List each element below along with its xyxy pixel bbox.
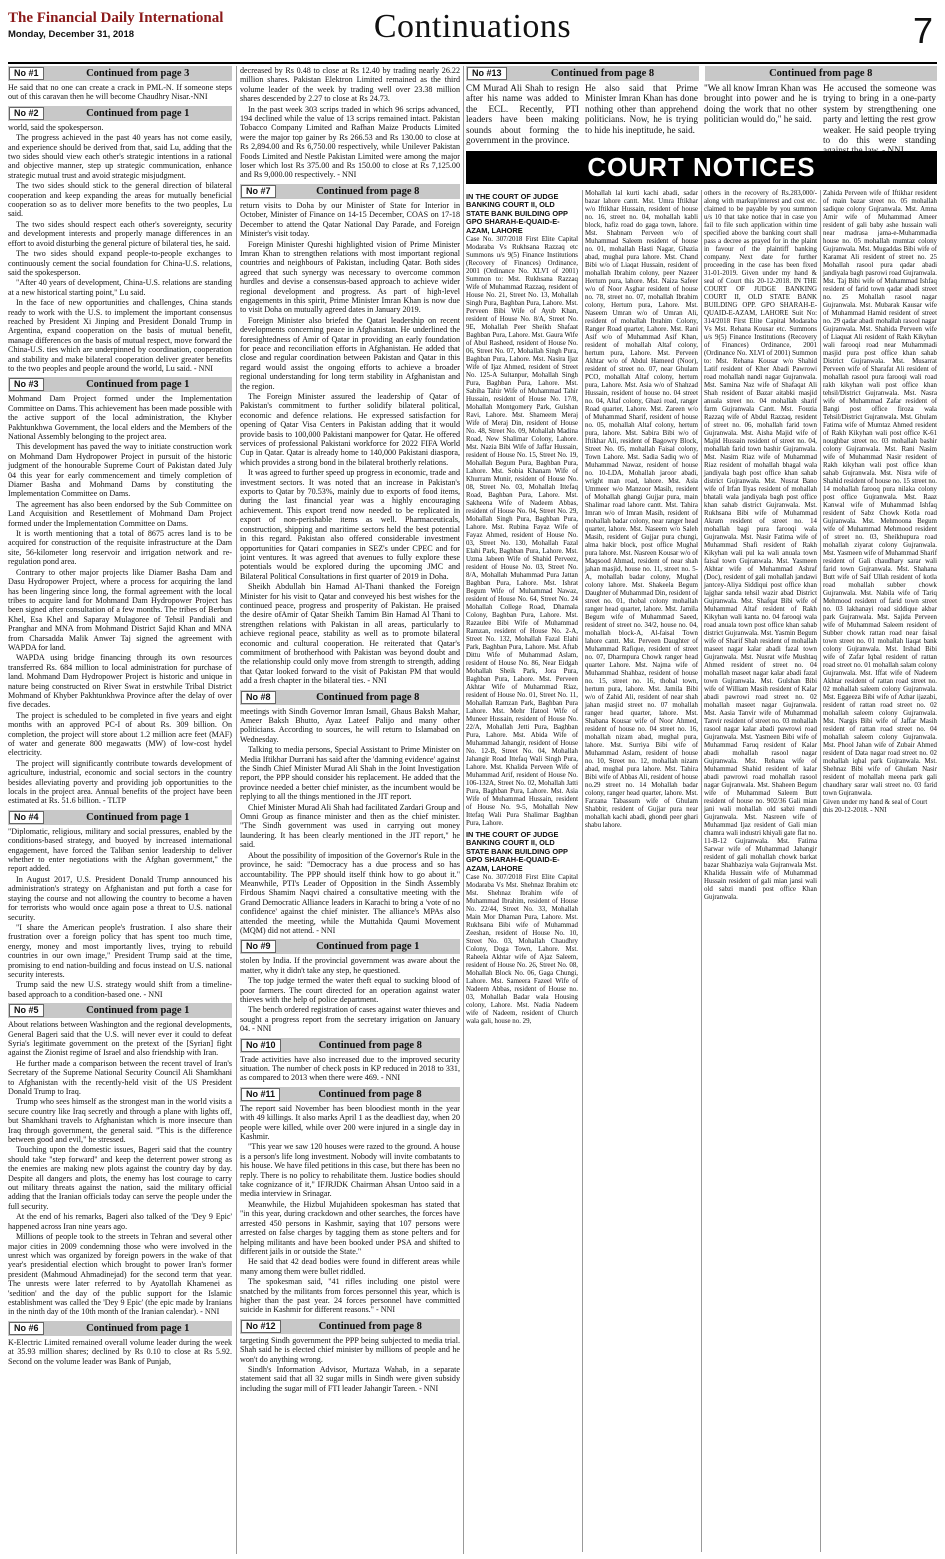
paragraph: world, said the spokesperson. [8, 122, 104, 132]
article-header [8, 106, 232, 121]
paragraph: About the possibility of imposition of the Governor's Rule in the province, he said: "Democracy has a due process and so has accountability. The PPP should itself think how to go about it." Meanwhile, PTI's Leader of Opposition in the Sindh Assembly Firdous Shamim Naqvi chaired a consultative meeting with the Grand Democratic Alliance leaders in Karachi to bring a 'vote of no confidence' against the chief minister. The alliance's MPAs also attended the meeting, while the Muttahida Qaumi Movement (MQM) did not attend. - NNI [240, 850, 460, 935]
continued-label: Continued from page 8 [318, 1320, 422, 1332]
paragraph: stolen by India. If the provincial government was aware about the matter, why it didn't take any step, he questioned. [240, 956, 460, 975]
notice [466, 193, 578, 828]
article-13-body [466, 83, 937, 157]
article-number: No #6 [9, 1322, 44, 1335]
article-header [466, 66, 699, 81]
paragraph: The agreement has also been endorsed by the Sub Committee on Land Acquisition and Resettlement of Mohmand Dam Project formed under the Implementation Committee on Dams. [8, 499, 232, 528]
article-header [240, 1038, 460, 1053]
paragraph: meetings with Sindh Governor Imran Ismail, Ghaus Baksh Mahar, Ameer Baksh Bhutto, Ayaz Lateef Palijo and many other politicians. According to sources, he will return to Islamabad on Wednesday. [240, 706, 460, 744]
column-1 [8, 66, 232, 1554]
paragraph: The top judge termed the water theft equal to sucking blood of poor farmers. The court directed for an operation against water thieves with the help of police department. [240, 976, 460, 1004]
article-number: No #8 [241, 691, 276, 704]
paragraph: It is worth mentioning that a total of 8675 acres land is to be acquired for construction of the requisite infrastructure at the Dam site, 56-kilometer long reservoir and irrigation network and re-regulation pond area. [8, 529, 232, 567]
paragraph: The spokesman said, "41 rifles including one pistol were snatched by the militants from forces personnel this year, which is higher than the past year. 24 forces personnel have committed suicide in Kashmir for different reasons." - NNI [240, 1277, 460, 1315]
paragraph: "We all know Imran Khan was brought into power and he is doing the work that no other politician would do," he said. [704, 83, 817, 125]
column-divider [701, 190, 702, 1552]
paragraph: The Foreign Minister assured the leadership of Qatar of Pakistan's commitment to further solidify bilateral political, economic and defence relations. He expressed satisfaction for opening of Qatar Visa Centers in Pakistan adding that it would provide basis to 100,000 Pakistani manpower for Qatar. He offered services of professional Pakistani workforce for 2022 FIFA World Cup in Qatar. Qatar is already home to 140,000 Pakistani diaspora, which provides a strong bond in the bilateral brotherly relations. [240, 392, 460, 467]
notice-text: Mohallah lal kurti kachi abadi, sadar bazar lahore cantt. Mst. Umra Iftikhar w/o Iftikhar Hussain, resident of house no. 16, street no. 04, mohallah kabli block, hafiz road do gaga town, lahore. Mst. Shabnam Perveen w/o of Muhammad Saleem resident of house no. 01, mohallah Hasti Nagar, Ghazia abad, mughal pura lahore. Mst. Chand Bibi w/o of Liaqat Hussain, resident of mohallah Ibrahim colony, peer Nazeer Hertum pura, lahore. Mst. Naiza Safeer w/o of Noor Asghar resident of house no. 78, street no. 07, mohallah Ibrahim colony, Hertum pura, Lahore. Mst. Naseem Umran w/o of Umran Ali, resident of mohallah Ibrahim Colony, Ranger Road quarter, Lahore. Mst. Rani Asif w/o of Muhammad Asif Khan, resident of mohallah Altaf colony, hertum pura, Lahore. Mst. Perveen Akhtar w/o of Abdul Hameed (Noor), resident of street no. 07, near Ghulam PCO, mohallah Altaf colony, hertum pura, Lahore. Mst. Asia w/o of Shahzad Hussain, resident of house no. 04 street no. 04, Altaf colony, Ghazi road, ranger Road quarter, Lahore. Mst. Zareen w/o of Muhammad Sharif, resident of house no. 05, mohallah Altaf colony, hertum pura, lahore. Mst. Sabira Bibi w/o of Iftikhar Ali, resident of Bagowry Block, Street No. 05, mohallah Faisal colony, Town Lahore. Mst. Sadia Sadiq w/o of Muhammad Nawaz, resident of house no. 10-LDA, Mohallah jaroor abadi, wright man road, lahore. Mst. Asia Ummeer w/o Manzoor Masih, resident of Mohallah ghangi Gujjar pura, main Shalimar road lahore cantt. Mst. Tahira Imran w/o of Imran Masih, resident of mohallah badar colony, near ranger head quarter, lahore. Mst. Naseem w/o Saleh Masih, resident of Gujjar pura chungi, alma hakir block, post office Mughal pura lahore. Mst. Nasreen Kousar w/o of Maqsood Ahmad, resident of near shah jahan masjid, house no. 11, street no. 5-A, mohallah badar colony, Mughal colony lahore. Mst. Shakeela Begum Daughter of Muhammad Din, resident of street no. 01, thobal colony mohallah ranger head quarter, lahore. Mst. Jamila Begum wife of Muhammad Saeed, resident of street no. 34/2, house no. 04, mohallah block-A, Al-faisal Town lahore cantt. Mst. Perveen Daughter of Muhammad Rafique, resident of street no. 07, Dharmpura Chowk ranger head quarter Lahore. Mst. Najma wife of Muhammad Shahbaz, resident of house no. 15, street no. 16, thobal town, hertum pura, lahore. Mst. Jamila Bibi w/o of Zahid Ali, resident of near shah jahan masjid street no. 07 mohallah ranger head quarter, lahore. Mst. Shabana Kousar wife of Noor Ahmed, resident of house no. 04 street no. 16, mohallah nizam abad, mughal pura, lahore. Mst. Surriya Bibi wife of Muhammad Aslam, resident of house no. 10, Street no. 12, mohallah nizam abad, mughal pura lahore. Mst. Tahira Bibi wife of Abbas Ali, resident of house no.29 street no. 14 Mohallah badar colony, ranger head quarter, lahore. Mst. Farzana Tabassum wife of Ghulam Shabbir, resident of Gujjar pura near mohallah kachi abadi, ghondi peer ghari shabu lahore. [585, 190, 698, 829]
paragraph: Mohmand Dam Project formed under the Implementation Committee on Dams. This achievement has been made possible with the active support of the local administration, the Khyber Pakhtunkhwa Government, the local elders and the Members of the National Assembly belonging to the project area. [8, 394, 232, 441]
article [8, 377, 232, 805]
issue-date: Monday, December 31, 2018 [8, 29, 135, 40]
notice-column-4 [823, 190, 937, 1552]
continued-label: Continued from page 8 [316, 691, 420, 703]
paragraph: In the past week 303 scrips traded in which 96 scrips advanced, 194 declined while the value of 13 scrips remained intact. Pakistan Tobacco Company Limited and Rafhan Maize Products Limited were the major top gainer by Rs 266.53 and Rs 130.00 to close at Rs 2,894.00 and Rs 6,750.00 respectively, while Unilever Pakistan Foods Limited and Nestle Pakistan Limited were among the major loser which lost Rs 375.00 and Rs 150.00 to close at Rs 7,125.00 and Rs 9,000.00 respectively. - NNI [240, 104, 460, 180]
paragraph: "Diplomatic, religious, military and social pressures, enabled by the conditions-based strategy, and buoyed by increased international engagement, have forced the Taliban senior leadership to deliver whether to enter negotiations with the Afghan government," the report added. [8, 826, 232, 874]
paragraph: About relations between Washington and the regional developments, General Bageri said that the U.S. will never ever it could to defeat Syria's legitimate government on the pretext of the [Syrian] fight against the Zionist regime of Israel and also friendship with Iran. [8, 1020, 232, 1058]
continued-label: Continued from page 1 [86, 107, 190, 119]
article-header [240, 1087, 460, 1102]
paragraph: In August 2017, U.S. President Donald Trump announced his administration's strategy on Afghanistan and put forth a case for staying the course and not allowing the country to become a haven for terrorists who would once again pose a threat to U.S. national security. [8, 874, 232, 922]
article-header [240, 1319, 460, 1334]
paragraph: Trump who sees himself as the strongest man in the world visits a secure country like Iraq secretly and through a plane with lights off, but Shamkhani travels to Afghanistan which is more insecure than Iraq through government, the general said. "This is the difference between good and evil," he stressed. [8, 1097, 232, 1145]
paragraph: At the end of his remarks, Bageri also talked of the 'Dey 9 Epic' happened across Iran nine years ago. [8, 1212, 232, 1231]
paragraph: "I share the American people's frustration. I also share their frustration over a foreign policy that has spent too much time, energy, money and most importantly lives, trying to rebuild countries in our own image," President Trump said at the time, promising to end nation-building and focus instead on U.S. national security interests. [8, 922, 232, 979]
article [240, 690, 460, 936]
column-divider [463, 66, 464, 1554]
paragraph: Touching upon the domestic issues, Bageri said that the country should take "step forward" and keep the deterrent power strong as the enemies are making new plots against the country day by day. Despite all dangers and plots, the enemy has lost courage to carry out military threats against the nation, said the military official adding that the Iranian officials today can serve the people under the full security. [8, 1145, 232, 1211]
notice-text: Case No. 307/2018 First Elite Capital Modaraba Vs Mst. Shehnaz Ibrahim etc Mst. Shehnaz Ibrahim wife of Muhammad Ibrahim, resident of House No. 22/44, Street No. 33, Mohallah Main Mor Dhaman Pura, Lahore. Mst. Rukhsana Bibi wife of Muhammad Zeeshan, resident of House No. 10, Street No. 03, Mohallah Chaudhry Colony, Doga Town, Lahore. Mst. Raheela Akhtar wife of Ajaz Saleem, resident of House No. 26, Street No. 08, Mohallah Block No. 06, Gaga Chungi, Lahore. Mst. Sameera Fazeel Wife of Nadeem Abbas, resident of House no. 03, Mohallah Badar wala Housing colony, Lahore. Mst. Nadia Nadeem wife of Nadeem, resident of Church wala gali, house no. 29, [466, 874, 578, 1026]
column-divider [582, 190, 583, 1552]
paragraph: He also said that Prime Minister Imran Khan has done nothing other than apprehend politicians. Now, he is trying to hide his ineptitude, he said. [585, 83, 698, 135]
article-header [8, 810, 232, 825]
article-13 [466, 66, 937, 148]
paragraph: This development has paved the way to initiate construction work on Mohmand Dam Hydropower Project in pursuit of the historic judgment of the honourable Supreme Court of Pakistan dated July 04 this year for early commencement and timely completion of Diamer Basha and Mohmand Dams by constituting the Implementation Committee on Dams. [8, 442, 232, 499]
paper-name: The Financial Daily International [8, 10, 224, 26]
notice-text: others in the recovery of Rs.283,000/- along with markup/interest and cost etc. claimed to be payable by you summon u/s 10 that take notice that in case you fail to file such application within time specified above the banking court shall pass a decree as prayed for in the plaint in favour of the plaintiff banking company. Next date for further proceeding in the case has been fixed 31-01-2019. Given under my hand & seal of Court this 20-12-2018. IN THE COURT OF JUDGE BANKING COURT II, OLD STATE BANK BUILDING OPP. GPO SHARAH-E-QUAID-E-AZAM, LAHORE Suit No: 314/2018 First Elite Capital Modaraba Vs Mst. Rehana Kousar etc. Summons u/s 9(5) Finance Institutions (Recovery of Finances) Ordinance, 2001 (Ordinance No. XLVI of 2001) Summon to: Mst. Rehana Kousar w/o Shahid Latif resident of Kher Abadi Pawrowi road mohallah nandi nagar Gujranwala. Mst. Samina Naz wife of Shafaqat Ali Shah resident of Bazar aitabki masjid anuala street no. 04 mohallah sharif farm Gujranwala Cantt. Mst. Fouzia Razzaq wife of Abdul Razzaq, resident of street no. 06, mohallah farid town Gujranwala. Mst. Aisha Majid wife of Majid Hussain resident of street no. 04, mohallah farid town bashir Gujranwala. Mst. Nasim Riaz wife of Muhammad Riaz resident of mohallah bhagal wala jandiyala bagh post office khan sahab district Gujranwala. Mst. Nusrat Bano wife of Irfan Ilyas resident of mohallah bhatali wala jandiyala bagh post office khan sahab district Gujranwala. Mst. Rukhsana Bibi wife of Muhammad Akram resident of street no. 14 mohallah bagi pura farooqi wala Gujranwala. Mst. Nasir Fatima wife of Muhammad Shafi resident of Rakh Kikyhan wali pul ka wali anuala town faisal town Gujranwala. Mst. Yasmeen Akhtar wife of Muhammad Ashraf (Doc), resident of gali mohallah jandawi jantcey-Aliya Siddiqui post office khan lajghar sanda tehsil wazir abad District Gujranwala. Mst. Shafqat Bibi wife of Muhammad Altaf resident of Rakh Kikyhan wali kanta no. 04 farooqi wala road anuala town post office khan sahab district Gujranwala. Mst. Yasmin Begum wife of Sharif Shah resident of mohallah maseet nagar kalar abadi fazal town Gujranwala. Mst. Nusrat wife Mushtaq Ahmed resident of street no. 04 mohallah maseet nagar kalar abadi fazal town Gujranwala. Mst. Gulshan Bibi wife of William Masih resident of Kalar abadi pawrowi road street no. 02 mohallah maseet nagar Gujranwala. Mst. Aasia Tanvir wife of Muhammad Tanvir resident of street no. 03 mohallah rasool nagar kalar abadi pawrowi road Gujranwala. Mst. Yasmeen Bibi wife of Muhammad Faruq resident of Kalar abadi mohallah rasool nagar Gujranwala. Mst. Rehana wife of Muhammad Shahid resident of kalar abadi pawrowi road mohallah rasool nagar Gujranwala. Mst. Shaheen Begum wife of Muhammad Saleem Butt resident of house no. 902/36 Gali mian jani wali mohallah old sabzi mandi Gujranwala. Mst. Nasreen wife of Muhammad Ijaz resident of Gali mian chamra wali industri khiyali gate flat no. 11-B-12 Gujranwala. Mst. Fatima Sarwar wife of Muhammad Jahangir resident of gali mohallah chowk barkat bazar Shahbaziya wala Gujranwala Mst. Khalida Hussain wife of Muhammad Hussain resident of gali mian jansi wali old sabzi mandi post office Khan Gujranwala. [704, 190, 817, 901]
paragraph: He said that no one can create a crack in PML-N. If someone steps out of this caravan then he will become Chaudhry Nisar.-NNI [8, 83, 232, 102]
paragraph: Talking to media persons, Special Assistant to Prime Minister on Media Iftikhar Durrani has said after the 'damning evidence' against the Sindh Chief Minister Murad Ali Shah in the Joint Investigation report, the PPP should consider his replacement. He added that the province needed a better chief minister, as the incumbent would be replying to all the things mentioned in the JIT report. [240, 745, 460, 802]
paragraph: targeting Sindh government the PPP being subjected to media trial. Shah said he is elected chief minister by millions of people and he won't do anything wrong. [240, 1335, 460, 1364]
paragraph: return visits to Doha by our Minister of State for Interior in October, Minister of Finance on 14-15 December, COAS on 17-18 December to attend the Qatar National Day Parade, and Foreign Minister's visit today. [240, 200, 460, 239]
continued-label: Continued from page 1 [86, 811, 190, 823]
paragraph: It was agreed to further speed up progress in economic, trade and investment sectors. It was noted that an increase in Pakistan's exports to Qatar by 70.53%, mainly due to exports of food items, during the last financial year was a highly encouraging achievement. This export trend now needed to be replicated in export of non-perishable items as well. Pharmaceuticals, construction, shipping and maritime sectors held the best potential in this regard. Pakistan also offered considerable investment opportunities for Qatari companies in SEZ's under CPEC and for joint ventures. It was agreed that avenues to fully explore these potentials would be explored during the upcoming JMC and Bilateral Political Consultations in first quarter of 2019 in Doha. [240, 468, 460, 581]
article-number: No #3 [9, 378, 44, 391]
notice-signature: Given under my hand & seal of Court this 20-12-2018. - NNI [823, 799, 928, 814]
paragraph: The project will significantly contribute towards development of agriculture, industrial, economic and social sectors in the country besides alleviating poverty and providing job opportunities to the locals in the project area. Annual benefits of the project have been estimated at Rs. 51.6 billion. - TLTP [8, 758, 232, 806]
continued-label: Continued from page 8 [550, 68, 655, 79]
paragraph: "This year we saw 120 houses were razed to the ground. A house is a person's life long investment. Nobody will invite combatants to his house. We have filed petitions in this case, but there has been no reply. There is no policy to rehabilitate them. Justice bodies should take cognizance of it," IFJRJDK Chairman Ahsan Untoo said in a media interview in Srinagar. [240, 1142, 460, 1199]
continued-label: Continued from page 8 [769, 68, 873, 79]
column-divider [236, 66, 237, 1554]
article [8, 1321, 232, 1366]
notice [466, 831, 578, 1026]
article-number: No #13 [467, 67, 507, 80]
article [8, 66, 232, 102]
paragraph: The progress achieved in the past 40 years has not come easily, and experience should be derived from that, said Lu, adding that the two sides should view each other's strategic intentions in a rational and objective manner, step up strategic communication, enhance strategic mutual trust and avoid strategic misjudgment. [8, 133, 232, 180]
article-header [705, 66, 938, 81]
notice-column-2 [585, 190, 698, 1552]
article-header [240, 939, 460, 954]
paragraph: The two sides should respect each other's sovereignty, security and development interests and properly manage differences in an effort to avoid disturbing the general picture of bilateral ties, he said. [8, 219, 232, 248]
notice-heading: IN THE COURT OF JUDGE BANKING COURT II, OLD STATE BANK BUILDING OPP GPO SHARAH-E-QUAID-E-AZAM, LAHORE [466, 192, 568, 235]
paragraph: The two sides should stick to the general direction of bilateral cooperation and keep expanding the areas for mutually beneficial cooperation so as to deliver more benefits to the two peoples, Lu said. [8, 181, 232, 219]
article-number: No #1 [9, 67, 44, 80]
continued-label: Continued from page 8 [316, 185, 420, 197]
paragraph: Trade activities have also increased due to the improved security situation. The number of check posts in KP reduced in 2018 to 331, as compared to 2013 when there were 469. - NNI [240, 1054, 460, 1083]
article [8, 1003, 232, 1317]
masthead [8, 6, 937, 64]
paragraph: The two sides should expand people-to-people exchanges to continuously cement the social foundation for China-U.S. relations, said the spokesperson. [8, 249, 232, 277]
paragraph: Millions of people took to the streets in Tehran and several other major cities in 2009 condemning those who were involved in the unrest which was organized by foreign powers in the wake of that year's presidential election which brought to power Iran's former president (Mahmoud Ahmadinejad) for the second term that year. The unrests were later referred to by Ayatollah Khamenei as 'sedition' and the day of the public support for the Islamic establishment was called the 'Dey 9 Epic' (the epic made by Iranians in the ninth day of the 10th month of the Iranian calendar). - NNI [8, 1232, 232, 1317]
page-number: 7 [912, 10, 933, 51]
notice-text: Case No. 307/2018 First Elite Capital Modaraba Vs Rukhsana Razzaq etc Summons u/s 9(5) Finance Institutions (Recovery of Finances) Ordinance, 2001 (Ordinance No. XLVI of 2001) Summon to: Mst. Rukhsana Razzaq Wife of Muhammad Razzaq, resident of House No. 21, Street No. 13, Mohallah Singh Pura, Baghban Pura, Lahore. Mst. Perveen Bibi Wife of Ayub Khan, resident of House No. 8/A, Street No. 9E, Mohallah Peer Sheikh Shafaat Baghban Pura, Lahore. Mst. Gaura Wife of Abul Rasheed, resident of House No. 06, Street No. 07, Mohallah Singh Pura, Baghban Pura, Lahore. Mst. Nasira Ijaz Wife of Ijaz Ahmed, resident of Street No. 125-A Sultanpur, Mohallah Singh Pura, Baghban Pura, Lahore. Mst. Sabiha Tahir Wife of Muhammad Tahir Hussain, resident of House No. 17/8, Mohallah Montgomery Park, Gulshan Ravi, Lahore. Mst. Shameem Meraj Wife of Meraj Din, resident of House No. 48, Street No. 09, Mohallah Madina Road, New Shalimar Colony, Lahore. Mst. Nazia Bibi Wife of Jaffar Hussain, resident of House No. 15, Street No. 19, Mohallah Begum Pura, Baghban Pura, Lahore. Mst. Sobia Khanam Wife of Khurram Munir, resident of House No. 08, Street No. 03, Mohallah Ittefaq Road, Baghban Pura, Lahore. Mst. Sakheena Wife of Nadeem Abbas, resident of House No. 04, Street No. 29, Mohallah Singh Pura, Baghban Pura, Lahore. Mst. Rubina Fayaz Wife of Fayaz Ahmed, resident of House No. 03, Street No. 130, Mohallah Fazal Elahi Park, Baghban Pura, Lahore. Mst. Uzma Jabeen Wife of Shahid Perveez, resident of House No. 03, Street No. 8/A, Mohallah Muhammad Pura Jattan Baghban Pura, Lahore. Mst. Ishrat Begum Wife of Muhammad Nawaz, resident of House No. 64, Street No. 24 Mohallah College Road, Dhamala Colony, Baghban Pura, Lahore. Mst. Razaulee Bibi Wife of Muhammad Ramzan, resident of House No. 2-A, Street No. 132, Mohallah Fazal Elahi Park, Baghban Pura, Lahore. Mst. Aftab Dittu Wife of Muhammad Aslam, resident of House No. 86, Near Eidgah Mohallah Sheik Park, Jora Pura, Baghban Pura, Lahore. Mst. Perveen Akhtar Wife of Muhammad Riaz, resident of House No. 01, Street No. 11, Mohallah Ramzan Park, Baghban Pura Lahore. Mst. Mehr Ifatool Wife of Muneer Hussain, resident of House No. 22/A, Mohallah Jetti Pura, Baghban Pura, Lahore. Mst. Abida Wife of Muhammad Jahangir, resident of House No. 12-B, Street No. 04, Mohallah Jahangir Road Ittefaq Wali Singh Pura, Lahore. Mst. Khalida Perveen Wife of Muhammad Arif, resident of House No. 106-132A, Street No. 02, Mohallah Jatti Pura, Baghban Pura, Lahore. Mst. Asia Wife of Muhammad Hussain, resident of House No. 9-5, Mohallah New Ittefaq Wali Pura Shalimar Baghban Pura, Lahore. [466, 236, 578, 828]
paragraph: Sindh's Information Advisor, Murtaza Wahab, in a separate statement said that all 32 sugar mills in Sindh were given subsidy including the sugar mill of FTI leader Jahangir Tareen. - NNI [240, 1364, 460, 1393]
article-number: No #4 [9, 811, 44, 824]
notice-column-3 [704, 190, 817, 1552]
article [240, 184, 460, 686]
article-header [8, 377, 232, 392]
article [240, 939, 460, 1033]
notice-column-1 [466, 190, 578, 1552]
article-number: No #7 [241, 185, 276, 198]
column-divider [820, 190, 821, 1552]
paragraph: Foreign Minister Qureshi highlighted vision of Prime Minister Imran Khan to strengthen relations with most important regional countries and neighbours of Pakistan, including Qatar. Both sides agreed that such synergy was necessary to overcome common hurdles and devise a consensus-based approach to achieve wider regional development and progress. As part of high-level engagements in this spirit, Prime Minister Imran Khan is now due to visit Doha on mutually agreed dates in January 2019. [240, 239, 460, 315]
article-header [8, 1321, 232, 1336]
continued-label: Continued from page 1 [86, 1005, 190, 1017]
article-number: No #9 [241, 940, 276, 953]
continued-label: Continued from page 1 [86, 1322, 190, 1334]
notice-text: Zahida Perveen wife of Iftikhar resident of main bazar street no. 05 mohallah sadique colony Gujranwala. Mst. Amna Amir wife of Muhammad Ameer resident of gali baby ashe hussain wali near madrasa jama-e-Muhammadia house no. 05 mohallah mumtaz colony Gujranwala. Mst. Mugaddas Bibi wife of Karamat Ali resident of street no. 25 Mohallah rasool pura qadar abadi jandiyala bagh pasrowi road Gujranwala. Mst. Taj Bibi wife of Muhammad Ishfaq resident of farid town qadar abadi street no. 25 Mohallah rasool nagar Gujranwala. Mst. Mubarak Kausar wife of Muhammad Hamid resident of street no. 29 qadar abadi mohallah rasool nagar Gujranwala. Mst. Shahida Perveen wife of Liaquat Ali resident of Rakh Kikyhan wali farooqi road near Muhammadi masjid pura post office khan sahab District Gujranwala. Mst. Musarrat Perveen wife of Sharafat Ali resident of mohallah rasool pura farooqi wali road rakh kikyhan wali post office khan tehsil/District Gujranwala. Mst. Nasra wife of Muhammad Zafar resident of Bangi post office firoza wala Tehsil/District Gujranwala. Mst. Ghulam Fatima wife of Mumtaz Ahmed resident of Rakh Kikyhan wali post office K-61 noughbar street no. 03 mohallah bashir colony Gujranwala. Mst. Rani Nasim wife of Muhammad Nasir resident of Rakh kikyhan wali post office khan sahab Gujranwala. Mst. Nisra wife of Shahid resident of house no. 15 street no. 14 mohallah farooq pura nilaka colony post office Gujranwala. Mst. Raaz Kanwal wife of Muhammad Ishfaq resident of Sabz Chowk Kotla road Gujranwala. Mst. Mehmoona Begum wife of Muhammad Mehmood resident of street no. 03, Sheikhupura road mohallah ziyarat colony Gujranwala. Mst. Yasmeen wife of Muhammad Sharif resident of Gali chaudhary sarar wali farid town Gujranwala. Mst. Shahana Butt wife of Saif Ullah resident of kotla road mohallah subber chowk Gujranwala. Mst. Nabila wife of Tariq Mehmood resident of farid town street no. 03 lakhanayi road siddique akbar park Gujranwala. Mst. Sajida Perveen wife of Muhammad Saleem resident of Subber chowk rattan road near faisal town street no. 01 mohallah liaqat bank colony Gujranwala. Mst. Irshad Bibi wife of Zafar Iqbal resident of rattan road street no. 01 mohallah salam colony Gujranwala. Mst. Iffat wife of Nadeem Akhtar resident of rattan road street no. 02 mohallah saleem colony Gujranwala. Mst. Eggeeza Bibi wife of Azhar ijazabi, resident of rattan road street no. 02 mohallah saleem colony Gujranwala. Mst. Nargis Bibi wife of Jaffar Masih resident of rattan road street no. 04 mohallah saleem colony Gujranwala. Mst. Phool Jahan wife of Zubair Ahmed resident of Data nagar road street no. 02 mohallah iqbal park Gujranwala. Mst. Shehnaz Bibi wife of Ghulam Nasir resident of mohallah meena park gali chaudhary sarar wali street no. 03 farid town Gujranwala. [823, 190, 937, 797]
paragraph: Chief Minister Murad Ali Shah had facilitated Zardari Group and Omni Group as finance minister and then as the chief minister. "The Sindh government was used in carrying out money laundering. It has been clearly mentioned in the JIT report," he said. [240, 802, 460, 850]
court-notices-banner: COURT NOTICES [466, 151, 937, 184]
article [240, 1319, 460, 1393]
paragraph: Contrary to other major projects like Diamer Basha Dam and Dasu Hydropower Project, where a process for acquiring the land has been lingering since long, the formal agreement with the local tribes to acquire land for Mohmand Dam Hydropower Project has been signed after consultation of a few months. The tribes of Berbun Khel, Esa Khel and Saparay Mulagoree of Tehsil Pandiali and Pranghar and MNA from Mohmand District Sajid Khan and MNA from Charsadda Malik Anwer Taj signed the agreement with WAPDA for land. [8, 567, 232, 652]
paragraph: CM Murad Ali Shah to resign after his name was added to the ECL. Recently, PTI leaders have been making sounds about forming the government in the province. [466, 83, 579, 146]
paragraph: decreased by Rs 0.48 to close at Rs 12.40 by trading nearly 26.22 million shares. Pakistan Elektron Limited remained as the third volume leader of the week by trading well over 23.38 million shares descended by 2.27 to close at Rs 24.73. [240, 66, 460, 104]
article-number: No #11 [241, 1088, 280, 1101]
article-number: No #10 [241, 1039, 281, 1052]
article-number: No #2 [9, 107, 44, 120]
column-2 [240, 66, 460, 1554]
paragraph: In the face of new opportunities and challenges, China stands ready to work with the U.S. to implement the important consensus reached by President Xi Jinping and President Donald Trump in Argentina, expand cooperation on the basis of mutual benefit, manage differences on the basis of mutual respect, move forward the China-U.S. ties which are underpinned by coordination, cooperation and stability and make bilateral cooperation deliver greater benefits to the two peoples and people around the world, Lu said. - NNI [8, 298, 232, 373]
article-header [240, 184, 460, 199]
continued-label: Continued from page 1 [86, 379, 190, 391]
section-title: Continuations [373, 8, 572, 45]
article-number: No #12 [241, 1320, 281, 1333]
continued-label: Continued from page 1 [316, 941, 420, 953]
article-number: No #5 [9, 1004, 44, 1017]
paragraph: Trump said the new U.S. strategy would shift from a timeline-based approach to a condition-based one. - NNI [8, 980, 232, 999]
article [8, 810, 232, 999]
paragraph: Meanwhile, the Hizbul Mujahideen spokesman has stated that "in this year, during crackdown and other searches, the forces have arrested 450 persons in Kashmir, saying that 107 persons were arrested on false charges by tagging them as stone pelters and for helping militants and have been booked under PSA and shifted to different jails in or outside the State." [240, 1199, 460, 1256]
article [240, 1038, 460, 1083]
article-header [240, 690, 460, 705]
paragraph: The bench ordered registration of cases against water thieves and sought a progress report from the secretary irrigation on January 04. - NNI [240, 1005, 460, 1034]
paragraph: The project is scheduled to be completed in five years and eight months with an approved PC-I of about Rs. 309 billion. On completion, the project will store about 1.2 million acre feet (MAF) of water and generate 800 megawatts (MW) of low-cost hydel electricity. [8, 710, 232, 758]
notice-heading: IN THE COURT OF JUDGE BANKING COURT II, OLD STATE BANK BUILDING OPP GPO SHARAH-E-QUAID-E-AZAM, LAHORE [466, 830, 568, 873]
paragraph: "After 40 years of development, China-U.S. relations are standing at a new historical starting point," Lu said. [8, 278, 232, 297]
article [240, 66, 460, 180]
paragraph: WAPDA using bridge financing through its own resources transferred Rs. 684 million to local administration for purchase of land. Mohmand Dam Hydropower Project is historic and unique in nature being constructed on River Swat in erstwhile Tribal District Mohmand of Khyber Pakhtunkhwa Province after the delay of over five decades. [8, 653, 232, 710]
article-header [8, 66, 232, 81]
paragraph: The report said November has been bloodiest month in the year with 49 killings. It also marks April 1 as the deadliest day, when 20 people were killed, while over 200 were injured in a single day in Kashmir. [240, 1103, 460, 1142]
article [240, 1087, 460, 1315]
continued-label: Continued from page 8 [318, 1039, 422, 1051]
paragraph: Foreign Minister also briefed the Qatari leadership on recent developments concerning peace in Afghanistan. He underlined the foresightedness of Amir of Qatar in providing an early foundation for peace and reconciliation efforts in Afghanistan. He added that close and regular coordination between Pakistan and Qatar in this regard would assist the ongoing efforts to achieve a broader regional understanding for long term stability in Afghanistan and the region. [240, 315, 460, 391]
article-header [8, 1003, 232, 1018]
paragraph: Sheikh Abdullah bin Hamad Al-Thani thanked the Foreign Minister for his visit to Qatar and conveyed his best wishes for the continued peace, progress and prosperity of Pakistan. He praised the desire ofAmir of Qatar Sheikh Tamim Bin Hamad Al Thani to strengthen relations with Pakistan in all areas, particularly to achieve regional peace, stability as well as to promote bilateral economic and cultural cooperation. He reiterated that Qatar's commitment of brotherhood with Pakistan was beyond doubt and the relationship could only move from strength to strength, adding that Qatar looked forward to the visit of Pakistan PM that would add a fresh chapter in the bilateral ties. - NNI [240, 582, 460, 686]
paragraph: K-Electric Limited remained overall volume leader during the week at 35.93 million shares; declined by Rs 0.10 to close at Rs 5.92. Second on the volume leader was Bank of Punjab, [8, 1337, 232, 1366]
paragraph: He further made a comparison between the recent travel of Iran's Secretary of the Supreme National Security Council Ali Shamkhani to Afghanistan with the recently-held visit of the US President Donald Trump to Iraq. [8, 1058, 232, 1096]
continued-label: Continued from page 8 [318, 1088, 422, 1100]
article [8, 106, 232, 374]
paragraph: He accused the someone was trying to bring in a one-party system by strengthening one party and letting the rest grow weaker. He said people trying to do this were standing [823, 83, 936, 146]
continued-label: Continued from page 3 [86, 68, 190, 79]
paragraph: He said that 42 dead bodies were found in different areas while many among them were bullet riddled. [240, 1257, 460, 1276]
